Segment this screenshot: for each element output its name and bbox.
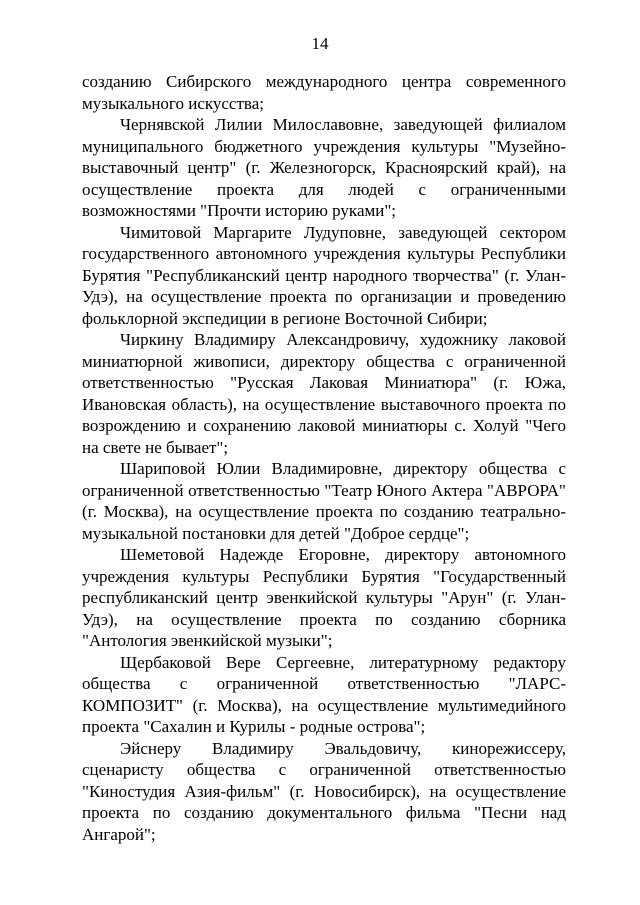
paragraph-shcherbakova: Щербаковой Вере Сергеевне, литературному редактору общества с ограниченной ответственностью "ЛАРС-КОМПОЗИТ" (г. Москва), на осуществление мультимедийного проекта "Сахалин и Курилы - родные острова"; bbox=[82, 652, 566, 736]
paragraph-continuation: созданию Сибирского международного центра современного музыкального искусства; bbox=[82, 72, 566, 113]
paragraph-sharipova: Шариповой Юлии Владимировне, директору общества с ограниченной ответственностью "Театр Юного Актера "АВРОРА" (г. Москва), на осуществление проекта по созданию театрально-музыкальной постановки для детей "Доброе сердце"; bbox=[82, 459, 566, 543]
document-body bbox=[82, 71, 566, 845]
paragraph-chirkin: Чиркину Владимиру Александровичу, художнику лаковой миниатюрной живописи, директору общества с ограниченной ответственностью "Русская Лаковая Миниатюра" (г. Южа, Ивановская область), на осуществление выставочного проекта по возрождению и сохранению лаковой миниатюры с. Холуй "Чего на свете не бывает"; bbox=[82, 330, 566, 457]
paragraph-chernyavskaya: Чернявской Лилии Милославовне, заведующей филиалом муниципального бюджетного учреждения культуры "Музейно-выставочный центр" (г. Железногорск, Красноярский край), на осуществление проекта для людей с ограниченными возможностями "Прочти историю руками"; bbox=[82, 115, 566, 220]
paragraph-chimitova: Чимитовой Маргарите Лудуповне, заведующей сектором государственного автономного учреждения культуры Республики Бурятия "Республиканский центр народного творчества" (г. Улан-Удэ), на осуществление проекта по организации и проведению фольклорной экспедиции в регионе Восточной Сибири; bbox=[82, 222, 566, 328]
paragraph-eisner: Эйснеру Владимиру Эвальдовичу, кинорежиссеру, сценаристу общества с ограниченной ответственностью "Киностудия Азия-фильм" (г. Новосибирск), на осуществление проекта по созданию документального фильма "Песни над Ангарой"; bbox=[82, 738, 566, 844]
paragraph-shemetova: Шеметовой Надежде Егоровне, директору автономного учреждения культуры Республики Бурятия "Государственный республиканский центр эвенкийской культуры "Арун" (г. Улан-Удэ), на осуществление проекта по созданию сборника "Антология эвенкийской музыки"; bbox=[82, 545, 566, 650]
page-number: 14 bbox=[311, 34, 329, 53]
